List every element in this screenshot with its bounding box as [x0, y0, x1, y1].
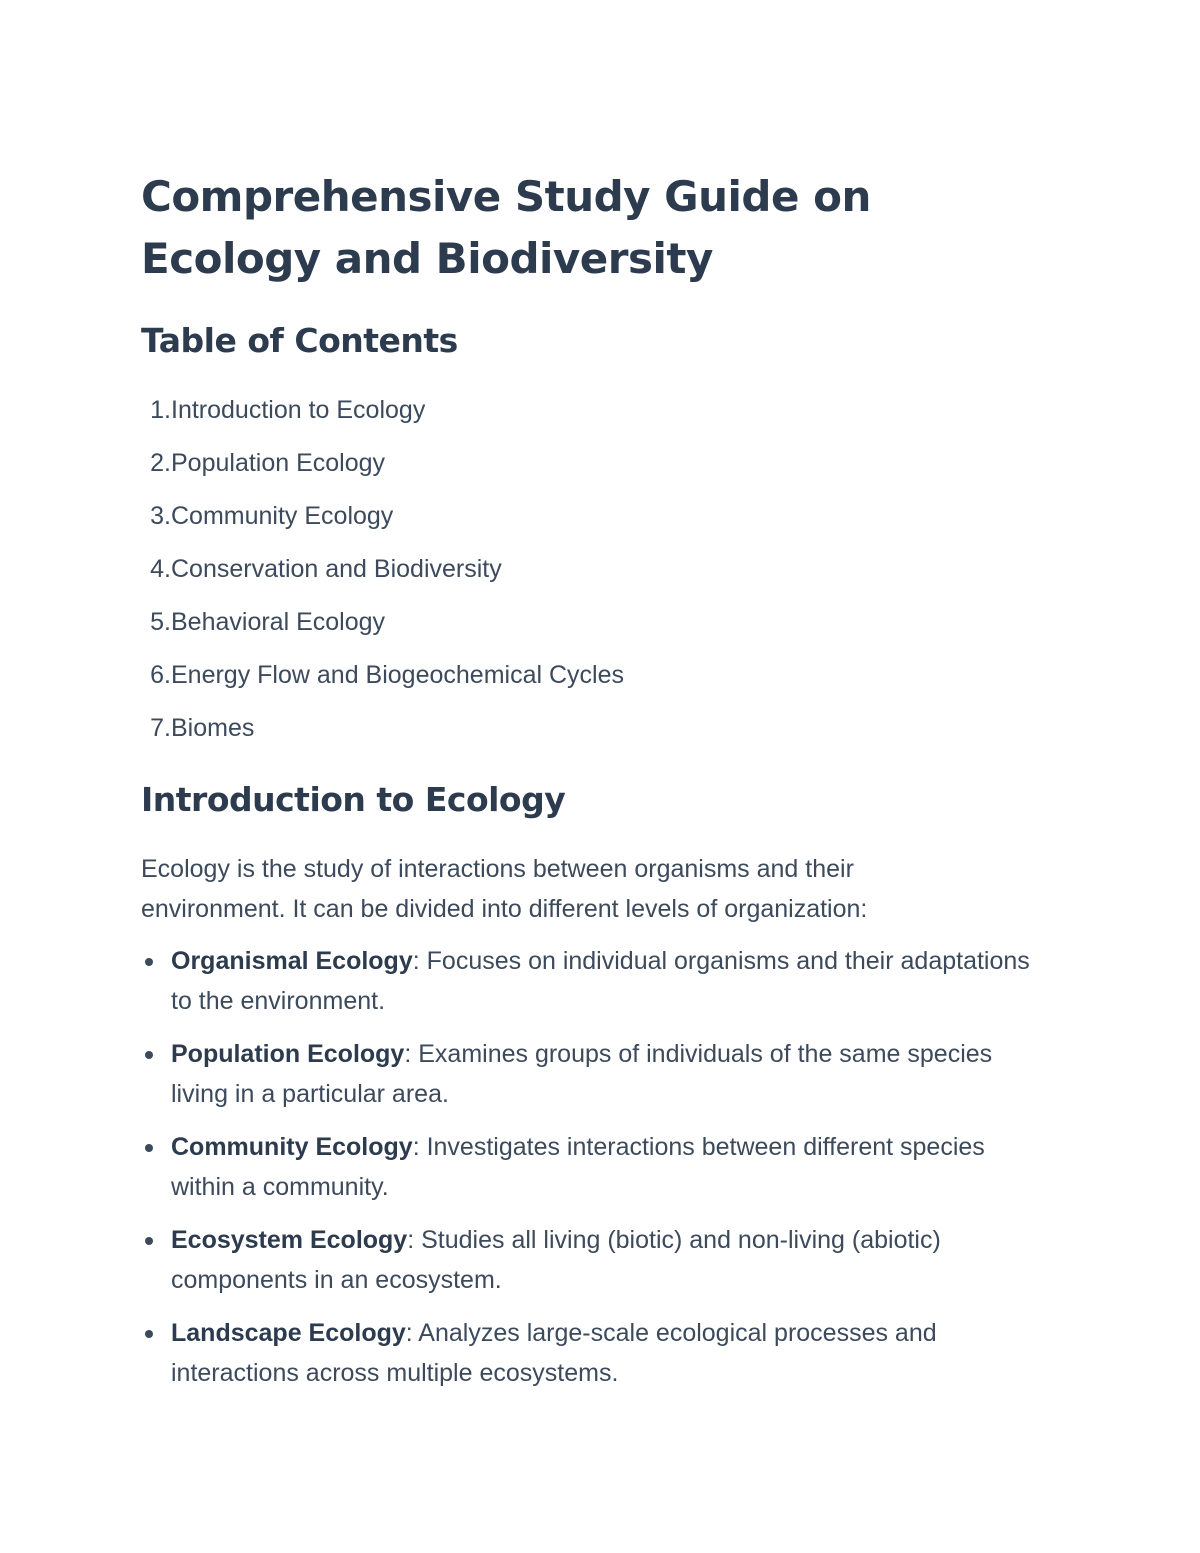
bullet-icon: [145, 1330, 153, 1338]
toc-item-number: 7.: [150, 714, 171, 742]
document-title: [141, 166, 1041, 290]
bullet-icon: [145, 1237, 153, 1245]
toc-heading: Table of Contents: [141, 321, 458, 360]
list-item-landscape: [141, 1313, 1031, 1393]
list-item-description: : Examines groups of individuals of the same species living in a particular area.: [171, 1040, 993, 1108]
section-heading-introduction: Introduction to Ecology: [141, 780, 566, 819]
toc-item-energy-flow: [141, 649, 1041, 702]
list-item-description: : Analyzes large-scale ecological processes and interactions across multiple ecosystems.: [171, 1319, 937, 1387]
toc-item-introduction: [141, 384, 1041, 437]
document-title-line-2: Ecology and Biodiversity: [141, 234, 713, 283]
list-item-description: : Studies all living (biotic) and non-living (abiotic) components in an ecosystem.: [171, 1226, 941, 1294]
list-item-term: Landscape Ecology: [171, 1319, 406, 1347]
ecology-levels-list: [141, 941, 1041, 1393]
toc-item-number: 6.: [150, 661, 171, 689]
toc-item-community: [141, 490, 1041, 543]
toc-item-label: Energy Flow and Biogeochemical Cycles: [171, 661, 624, 689]
toc-item-label: Biomes: [171, 714, 255, 742]
toc-item-number: 3.: [150, 502, 171, 530]
toc-item-label: Introduction to Ecology: [171, 396, 426, 424]
toc-item-biomes: [141, 702, 1041, 755]
list-item-community: [141, 1127, 1031, 1207]
toc-item-number: 2.: [150, 449, 171, 477]
document-title-line-1: Comprehensive Study Guide on: [141, 172, 871, 221]
intro-paragraph: Ecology is the study of interactions between organisms and their environment. It can be divided into different levels of organization:: [141, 855, 868, 923]
list-item-term: Population Ecology: [171, 1040, 405, 1068]
toc-item-number: 5.: [150, 608, 171, 636]
toc-item-population: [141, 437, 1041, 490]
list-item-ecosystem: [141, 1220, 1031, 1300]
list-item-term: Ecosystem Ecology: [171, 1226, 408, 1254]
document-page: [141, 166, 1041, 1406]
list-item-term: Organismal Ecology: [171, 947, 413, 975]
bullet-icon: [145, 958, 153, 966]
toc-item-conservation: [141, 543, 1041, 596]
toc-list: [141, 384, 1041, 755]
toc-item-label: Behavioral Ecology: [171, 608, 386, 636]
toc-item-behavioral: [141, 596, 1041, 649]
toc-item-label: Population Ecology: [171, 449, 386, 477]
bullet-icon: [145, 1144, 153, 1152]
toc-item-number: 4.: [150, 555, 171, 583]
list-item-organismal: [141, 941, 1031, 1021]
toc-item-label: Community Ecology: [171, 502, 394, 530]
list-item-term: Community Ecology: [171, 1133, 413, 1161]
toc-item-label: Conservation and Biodiversity: [171, 555, 502, 583]
bullet-icon: [145, 1051, 153, 1059]
list-item-description: : Investigates interactions between different species within a community.: [171, 1133, 985, 1201]
list-item-population: [141, 1034, 1031, 1114]
toc-item-number: 1.: [150, 396, 171, 424]
list-item-description: : Focuses on individual organisms and their adaptations to the environment.: [171, 947, 1030, 1015]
